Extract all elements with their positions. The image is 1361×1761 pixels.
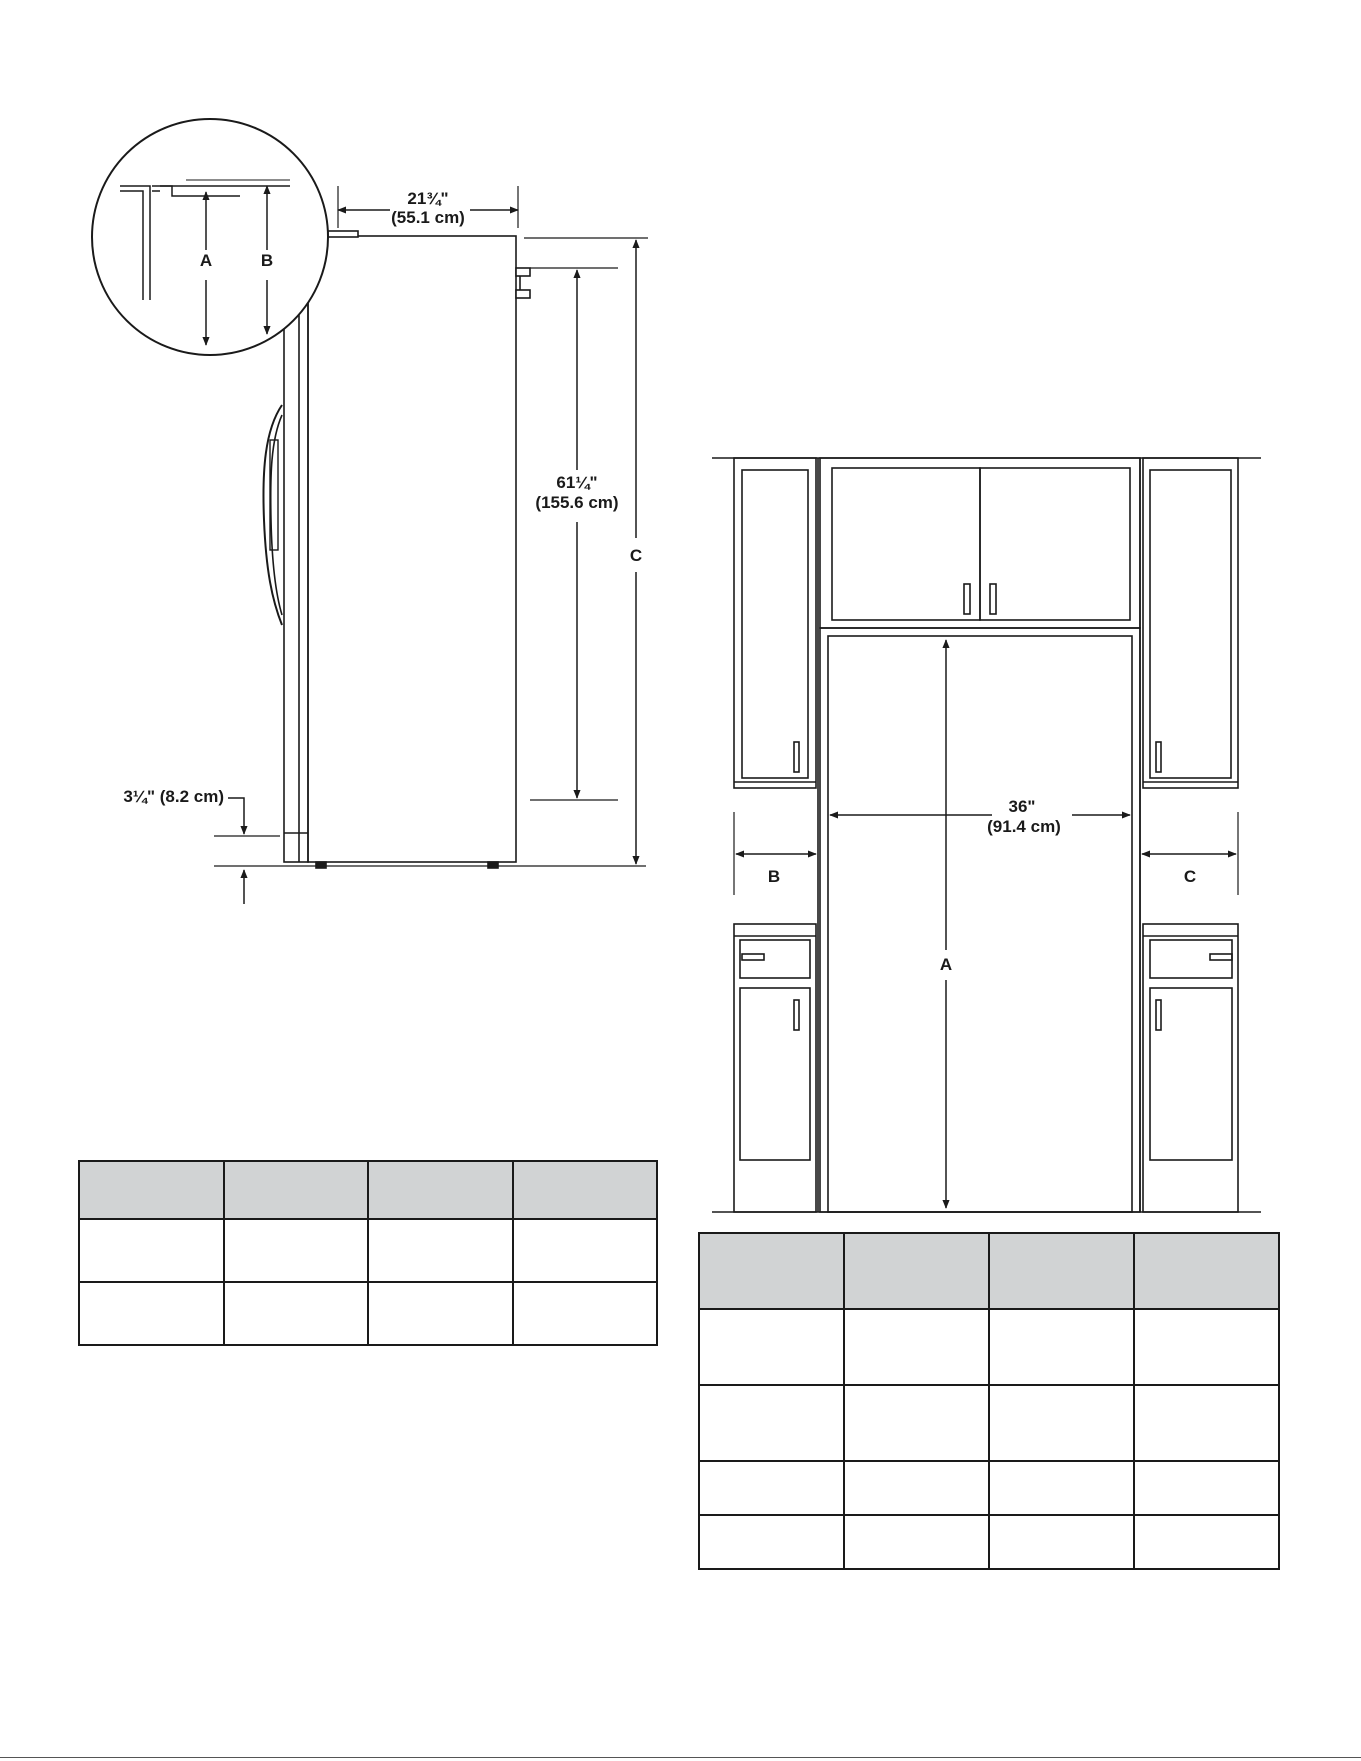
table-cell [699, 1461, 844, 1515]
refrigerator-cabinet-side [308, 236, 516, 862]
right-upper-cabinet [1143, 458, 1238, 788]
table-header-row [699, 1233, 1279, 1309]
page-bottom-rule [0, 1757, 1361, 1758]
detail-label-a: A [199, 251, 213, 270]
table-cell [989, 1515, 1134, 1569]
depth-label-cm: (55.1 cm) [391, 208, 465, 227]
table-row [699, 1461, 1279, 1515]
table-cell [844, 1385, 989, 1461]
left-upper-cabinet [734, 458, 816, 788]
table-header-cell [1134, 1233, 1279, 1309]
table-cell [79, 1219, 224, 1282]
door-height-label: 61¼" [556, 473, 598, 492]
detail-magnifier [92, 119, 328, 355]
right-gap-label: C [1183, 867, 1197, 886]
table-cell [844, 1309, 989, 1385]
door-height-label-cm: (155.6 cm) [535, 493, 619, 512]
table-cell [699, 1309, 844, 1385]
table-cell [699, 1385, 844, 1461]
overall-height-label: C [629, 546, 643, 565]
refrigerator-door-side [284, 300, 308, 862]
table-cell [513, 1219, 658, 1282]
table-row [79, 1282, 657, 1345]
table-cell [989, 1309, 1134, 1385]
table-cell [224, 1219, 369, 1282]
refrigerator-opening [828, 636, 1132, 1212]
cutout-dimensions-table [698, 1232, 1280, 1570]
table-cell [79, 1282, 224, 1345]
table-header-cell [989, 1233, 1134, 1309]
width-label: 36" [1008, 797, 1036, 816]
table-header-cell [699, 1233, 844, 1309]
table-cell [513, 1282, 658, 1345]
table-row [699, 1515, 1279, 1569]
table-header-cell [368, 1161, 513, 1219]
depth-label: 21¾" [407, 189, 449, 208]
table-row [699, 1385, 1279, 1461]
right-lower-cabinet [1143, 924, 1238, 1212]
table-cell [844, 1515, 989, 1569]
opening-height-label: A [939, 955, 953, 974]
table-cell [699, 1515, 844, 1569]
table-cell [1134, 1515, 1279, 1569]
table-cell [1134, 1385, 1279, 1461]
table-cell [989, 1461, 1134, 1515]
table-cell [368, 1219, 513, 1282]
table-header-cell [844, 1233, 989, 1309]
table-header-cell [79, 1161, 224, 1219]
table-header-cell [224, 1161, 369, 1219]
table-header-row [79, 1161, 657, 1219]
detail-label-b: B [260, 251, 274, 270]
left-lower-cabinet [734, 924, 816, 1212]
table-cell [224, 1282, 369, 1345]
table-header-cell [513, 1161, 658, 1219]
toe-dimension-label: 3¼" (8.2 cm) [123, 787, 224, 806]
table-cell [989, 1385, 1134, 1461]
table-cell [1134, 1461, 1279, 1515]
side-clearance-table [78, 1160, 658, 1346]
table-cell [844, 1461, 989, 1515]
left-gap-label: B [767, 867, 781, 886]
table-cell [368, 1282, 513, 1345]
table-row [699, 1309, 1279, 1385]
door-handle-side [263, 405, 282, 625]
width-label-cm: (91.4 cm) [987, 817, 1061, 836]
table-cell [1134, 1309, 1279, 1385]
table-row [79, 1219, 657, 1282]
